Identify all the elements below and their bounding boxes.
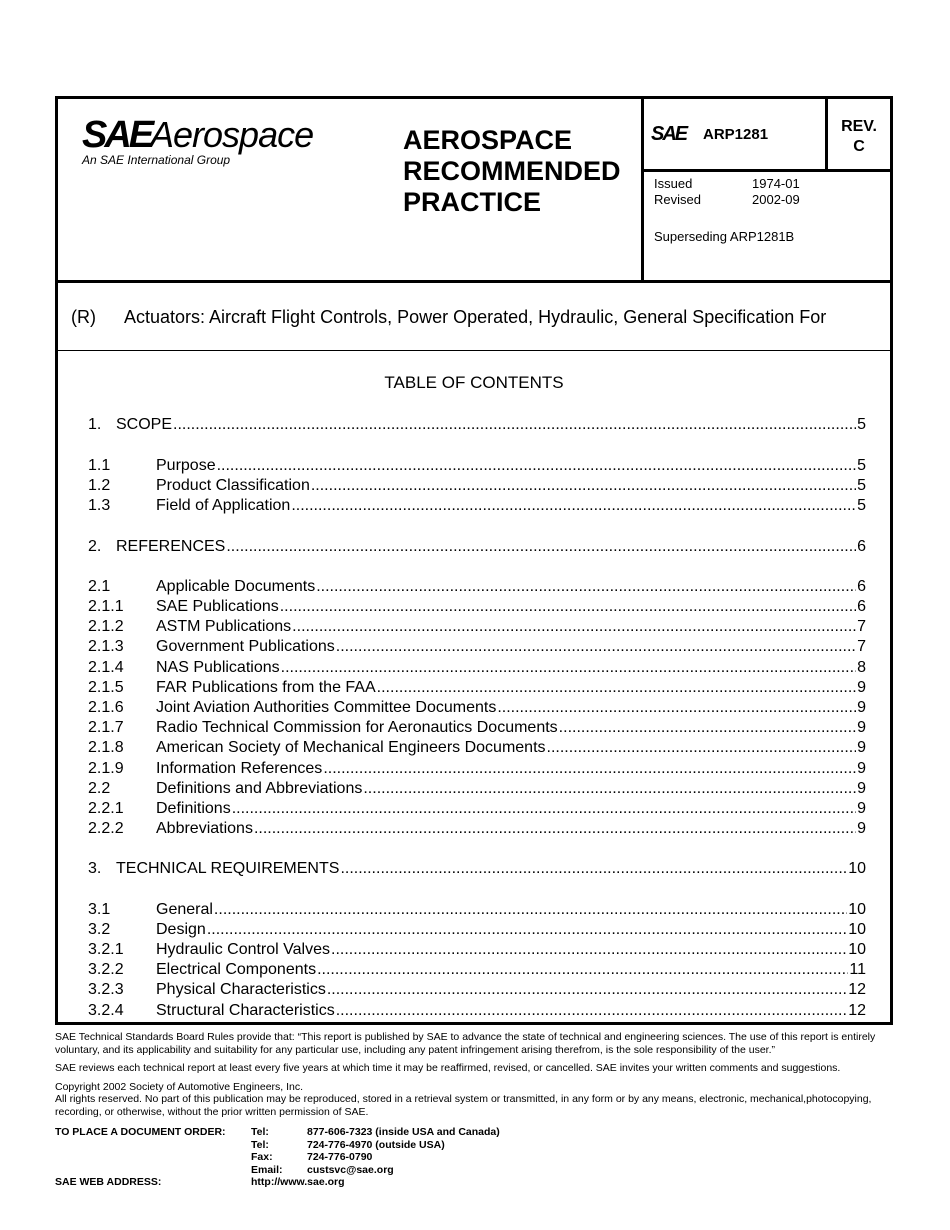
toc-entry-number: 3.2.1 (88, 941, 124, 958)
order-label: TO PLACE A DOCUMENT ORDER: (55, 1126, 226, 1138)
toc-entry-title: Product Classification (156, 477, 310, 494)
toc-entry[interactable] (88, 799, 866, 819)
toc-entry[interactable] (88, 637, 866, 657)
toc-entry-page: 12 (848, 981, 866, 998)
toc-entry-number: 2.1.9 (88, 760, 124, 777)
toc-entry-page: 11 (849, 961, 866, 978)
toc-leader-dots (497, 698, 856, 718)
toc-leader-dots (323, 759, 856, 779)
toc-entry[interactable] (88, 980, 866, 1000)
toc-leader-dots (559, 718, 856, 738)
toc-entry[interactable] (88, 940, 866, 960)
toc-leader-dots (340, 859, 847, 879)
toc-entry-number: 3.2 (88, 921, 111, 938)
document-title: Actuators: Aircraft Flight Controls, Power Operated, Hydraulic, General Specification For (124, 307, 827, 327)
toc-entry-page: 5 (857, 497, 866, 514)
tel2-label: Tel: (251, 1138, 269, 1151)
toc-entry-number: 3.2.4 (88, 1002, 124, 1019)
toc-entry-number: 2.1.5 (88, 679, 124, 696)
review-note: SAE reviews each technical report at least every five years at which time it may be reaffirmed, revised, or cancelled. SAE invites your written comments and suggestions. (55, 1062, 841, 1074)
toc-entry-title: NAS Publications (156, 659, 280, 676)
toc-leader-dots (316, 577, 856, 597)
tel1-label: Tel: (251, 1126, 269, 1138)
toc-entry-page: 10 (848, 860, 866, 877)
toc-entry[interactable] (88, 819, 866, 839)
toc-entry-title: Joint Aviation Authorities Committee Documents (156, 699, 497, 716)
document-number: ARP1281 (703, 126, 769, 143)
toc-entry-number: 2.2.1 (88, 800, 124, 817)
toc-leader-dots (547, 738, 857, 758)
toc-entry-number: 2. (88, 538, 102, 555)
toc-entry-page: 6 (857, 578, 866, 595)
issued-label: Issued (654, 176, 693, 191)
toc-leader-dots (377, 678, 856, 698)
toc-leader-dots (281, 658, 856, 678)
sae-mini-logo: SAE (651, 123, 687, 145)
toc-entry-page: 9 (857, 679, 866, 696)
toc-entry-title: Government Publications (156, 638, 335, 655)
toc-entry[interactable] (88, 456, 866, 476)
tel2-value: 724-776-4970 (outside USA) (307, 1138, 445, 1151)
web-value[interactable]: http://www.sae.org (251, 1176, 345, 1188)
toc-entry[interactable] (88, 759, 866, 779)
toc-entry-page: 5 (857, 416, 866, 433)
toc-leader-dots (331, 940, 847, 960)
toc-entry-page: 6 (857, 538, 866, 555)
document-frame (55, 96, 893, 1025)
toc-entry[interactable] (88, 496, 866, 516)
toc-entry-title: Definitions (156, 800, 231, 817)
rights-statement: All rights reserved. No part of this publication may be reproduced, stored in a retrieval system or transmitted, in any form or by any means, electronic, mechanical,photocopying, recording, or otherwise, without the prior written permission of SAE. (55, 1093, 872, 1118)
toc-entry-number: 3. (88, 860, 102, 877)
toc-entry-page: 7 (857, 638, 866, 655)
toc-leader-dots (292, 617, 856, 637)
toc-entry-number: 1.2 (88, 477, 111, 494)
toc-entry-number: 2.1.3 (88, 638, 124, 655)
toc-entry-page: 10 (848, 901, 866, 918)
order-info (55, 1126, 900, 1189)
toc-entry-title: Design (156, 921, 206, 938)
doc-type-line-3: PRACTICE (403, 187, 542, 217)
toc-entry-title: Radio Technical Commission for Aeronautics Documents (156, 719, 558, 736)
toc-entry-title: SCOPE (116, 416, 173, 433)
toc-entry-title: ASTM Publications (156, 618, 292, 635)
toc-entry-number: 2.1.8 (88, 739, 124, 756)
toc-entry[interactable] (88, 476, 866, 496)
revision-marker: (R) (71, 307, 96, 327)
toc-leader-dots (317, 960, 848, 980)
sae-aerospace-logo (82, 115, 342, 175)
fax-label: Fax: (251, 1151, 273, 1163)
divider (644, 169, 890, 172)
toc-entry-number: 1. (88, 416, 102, 433)
rev-value: C (853, 138, 865, 155)
title-block (58, 283, 890, 351)
toc-leader-dots (207, 920, 847, 940)
toc-entry[interactable] (88, 678, 866, 698)
toc-entry-number: 3.2.3 (88, 981, 124, 998)
toc-entry[interactable] (88, 960, 866, 980)
toc-leader-dots (336, 1001, 847, 1021)
rev-label: REV. (841, 118, 877, 135)
toc-entry-title: Applicable Documents (156, 578, 316, 595)
toc-entry-number: 1.1 (88, 457, 111, 474)
revised-value: 2002-09 (752, 192, 800, 207)
web-label: SAE WEB ADDRESS: (55, 1176, 162, 1188)
document-type (403, 125, 621, 218)
toc-entry-page: 6 (857, 598, 866, 615)
toc-entry-title: Purpose (156, 457, 216, 474)
toc-leader-dots (173, 415, 856, 435)
toc-entry-title: Structural Characteristics (156, 1002, 335, 1019)
toc-entry-number: 3.2.2 (88, 961, 124, 978)
toc-entry-number: 2.2 (88, 780, 111, 797)
toc-entry-number: 2.1.1 (88, 598, 124, 615)
toc-entry-page: 9 (857, 800, 866, 817)
toc-entry[interactable] (88, 738, 866, 758)
revision-box (828, 117, 890, 157)
toc-entry[interactable] (88, 718, 866, 738)
toc-entry-page: 9 (857, 760, 866, 777)
toc-entry-title: Field of Application (156, 497, 291, 514)
toc-entry-page: 10 (848, 921, 866, 938)
toc-leader-dots (232, 799, 856, 819)
toc-leader-dots (327, 980, 847, 1000)
toc-entry-page: 5 (857, 457, 866, 474)
toc-entry-page: 9 (857, 820, 866, 837)
toc-entry-page: 9 (857, 719, 866, 736)
toc-entry[interactable] (88, 900, 866, 920)
toc-entry-title: FAR Publications from the FAA (156, 679, 376, 696)
footer (55, 1031, 900, 1189)
toc-entry-title: TECHNICAL REQUIREMENTS (116, 860, 340, 877)
fax-value: 724-776-0790 (307, 1151, 373, 1163)
logo-mark: SAE (82, 114, 152, 156)
toc-leader-dots (363, 779, 856, 799)
revised-label: Revised (654, 192, 701, 207)
email-value[interactable]: custsvc@sae.org (307, 1163, 394, 1176)
toc-entry-title: General (156, 901, 213, 918)
toc-entry-number: 2.1.7 (88, 719, 124, 736)
toc-entry-title: American Society of Mechanical Engineers Documents (156, 739, 546, 756)
toc-entry-title: Physical Characteristics (156, 981, 326, 998)
toc-entry-title: Information References (156, 760, 323, 777)
toc-entry-page: 9 (857, 739, 866, 756)
logo-word: Aerospace (150, 114, 314, 155)
toc-leader-dots (280, 597, 856, 617)
toc-leader-dots (214, 900, 847, 920)
toc-entry[interactable] (88, 415, 866, 435)
document-dates (654, 176, 800, 245)
toc-leader-dots (254, 819, 856, 839)
toc-leader-dots (217, 456, 857, 476)
toc-entry-page: 12 (848, 1002, 866, 1019)
issued-value: 1974-01 (752, 176, 800, 191)
toc-entry[interactable] (88, 658, 866, 678)
copyright-line: Copyright 2002 Society of Automotive Engineers, Inc. (55, 1080, 304, 1093)
toc-leader-dots (226, 537, 856, 557)
toc-entry-number: 2.1.4 (88, 659, 124, 676)
toc-entry[interactable] (88, 617, 866, 637)
toc-entry-number: 2.1 (88, 578, 111, 595)
toc-entry-title: SAE Publications (156, 598, 279, 615)
divider (641, 99, 644, 280)
toc-entry[interactable] (88, 537, 866, 557)
toc-entry[interactable] (88, 779, 866, 799)
toc-entry-title: Definitions and Abbreviations (156, 780, 363, 797)
logo-tagline: An SAE International Group (82, 153, 231, 167)
toc-entry[interactable] (88, 859, 866, 879)
copyright (55, 1081, 900, 1119)
toc-entry-title: Electrical Components (156, 961, 317, 978)
toc-entry-title: Abbreviations (156, 820, 253, 837)
toc-leader-dots (336, 637, 856, 657)
toc-entry-page: 7 (857, 618, 866, 635)
superseding-note: Superseding ARP1281B (654, 229, 795, 244)
toc-entry-number: 2.2.2 (88, 820, 124, 837)
toc-entry[interactable] (88, 577, 866, 597)
tel1-value: 877-606-7323 (inside USA and Canada) (307, 1126, 500, 1138)
toc-entry-number: 2.1.6 (88, 699, 124, 716)
toc-entry-number: 2.1.2 (88, 618, 124, 635)
toc-entry[interactable] (88, 1001, 866, 1021)
toc-entry[interactable] (88, 920, 866, 940)
board-rules: SAE Technical Standards Board Rules provide that: “This report is published by SAE to advance the state of technical and engineering sciences. The use of this report is entirely voluntary, and its applicability and suitability for any particular use, including any patent infringement arising therefrom, is the sole responsibility of the user.” (55, 1031, 876, 1056)
doc-type-line-2: RECOMMENDED (403, 156, 621, 186)
doc-type-line-1: AEROSPACE (403, 125, 573, 155)
toc-entry-number: 3.1 (88, 901, 111, 918)
email-label: Email: (251, 1163, 283, 1176)
toc-entry[interactable] (88, 597, 866, 617)
toc-entry-page: 9 (857, 780, 866, 797)
toc-entry[interactable] (88, 698, 866, 718)
toc-entry-title: REFERENCES (116, 538, 226, 555)
toc-heading: TABLE OF CONTENTS (384, 373, 564, 392)
toc-leader-dots (311, 476, 856, 496)
toc-entry-page: 5 (857, 477, 866, 494)
toc-entry-page: 10 (848, 941, 866, 958)
header-block (58, 99, 890, 283)
toc-entry-number: 1.3 (88, 497, 111, 514)
toc-entry-page: 9 (857, 699, 866, 716)
toc-entry-title: Hydraulic Control Valves (156, 941, 330, 958)
toc-entry-page: 8 (857, 659, 866, 676)
toc-leader-dots (291, 496, 856, 516)
